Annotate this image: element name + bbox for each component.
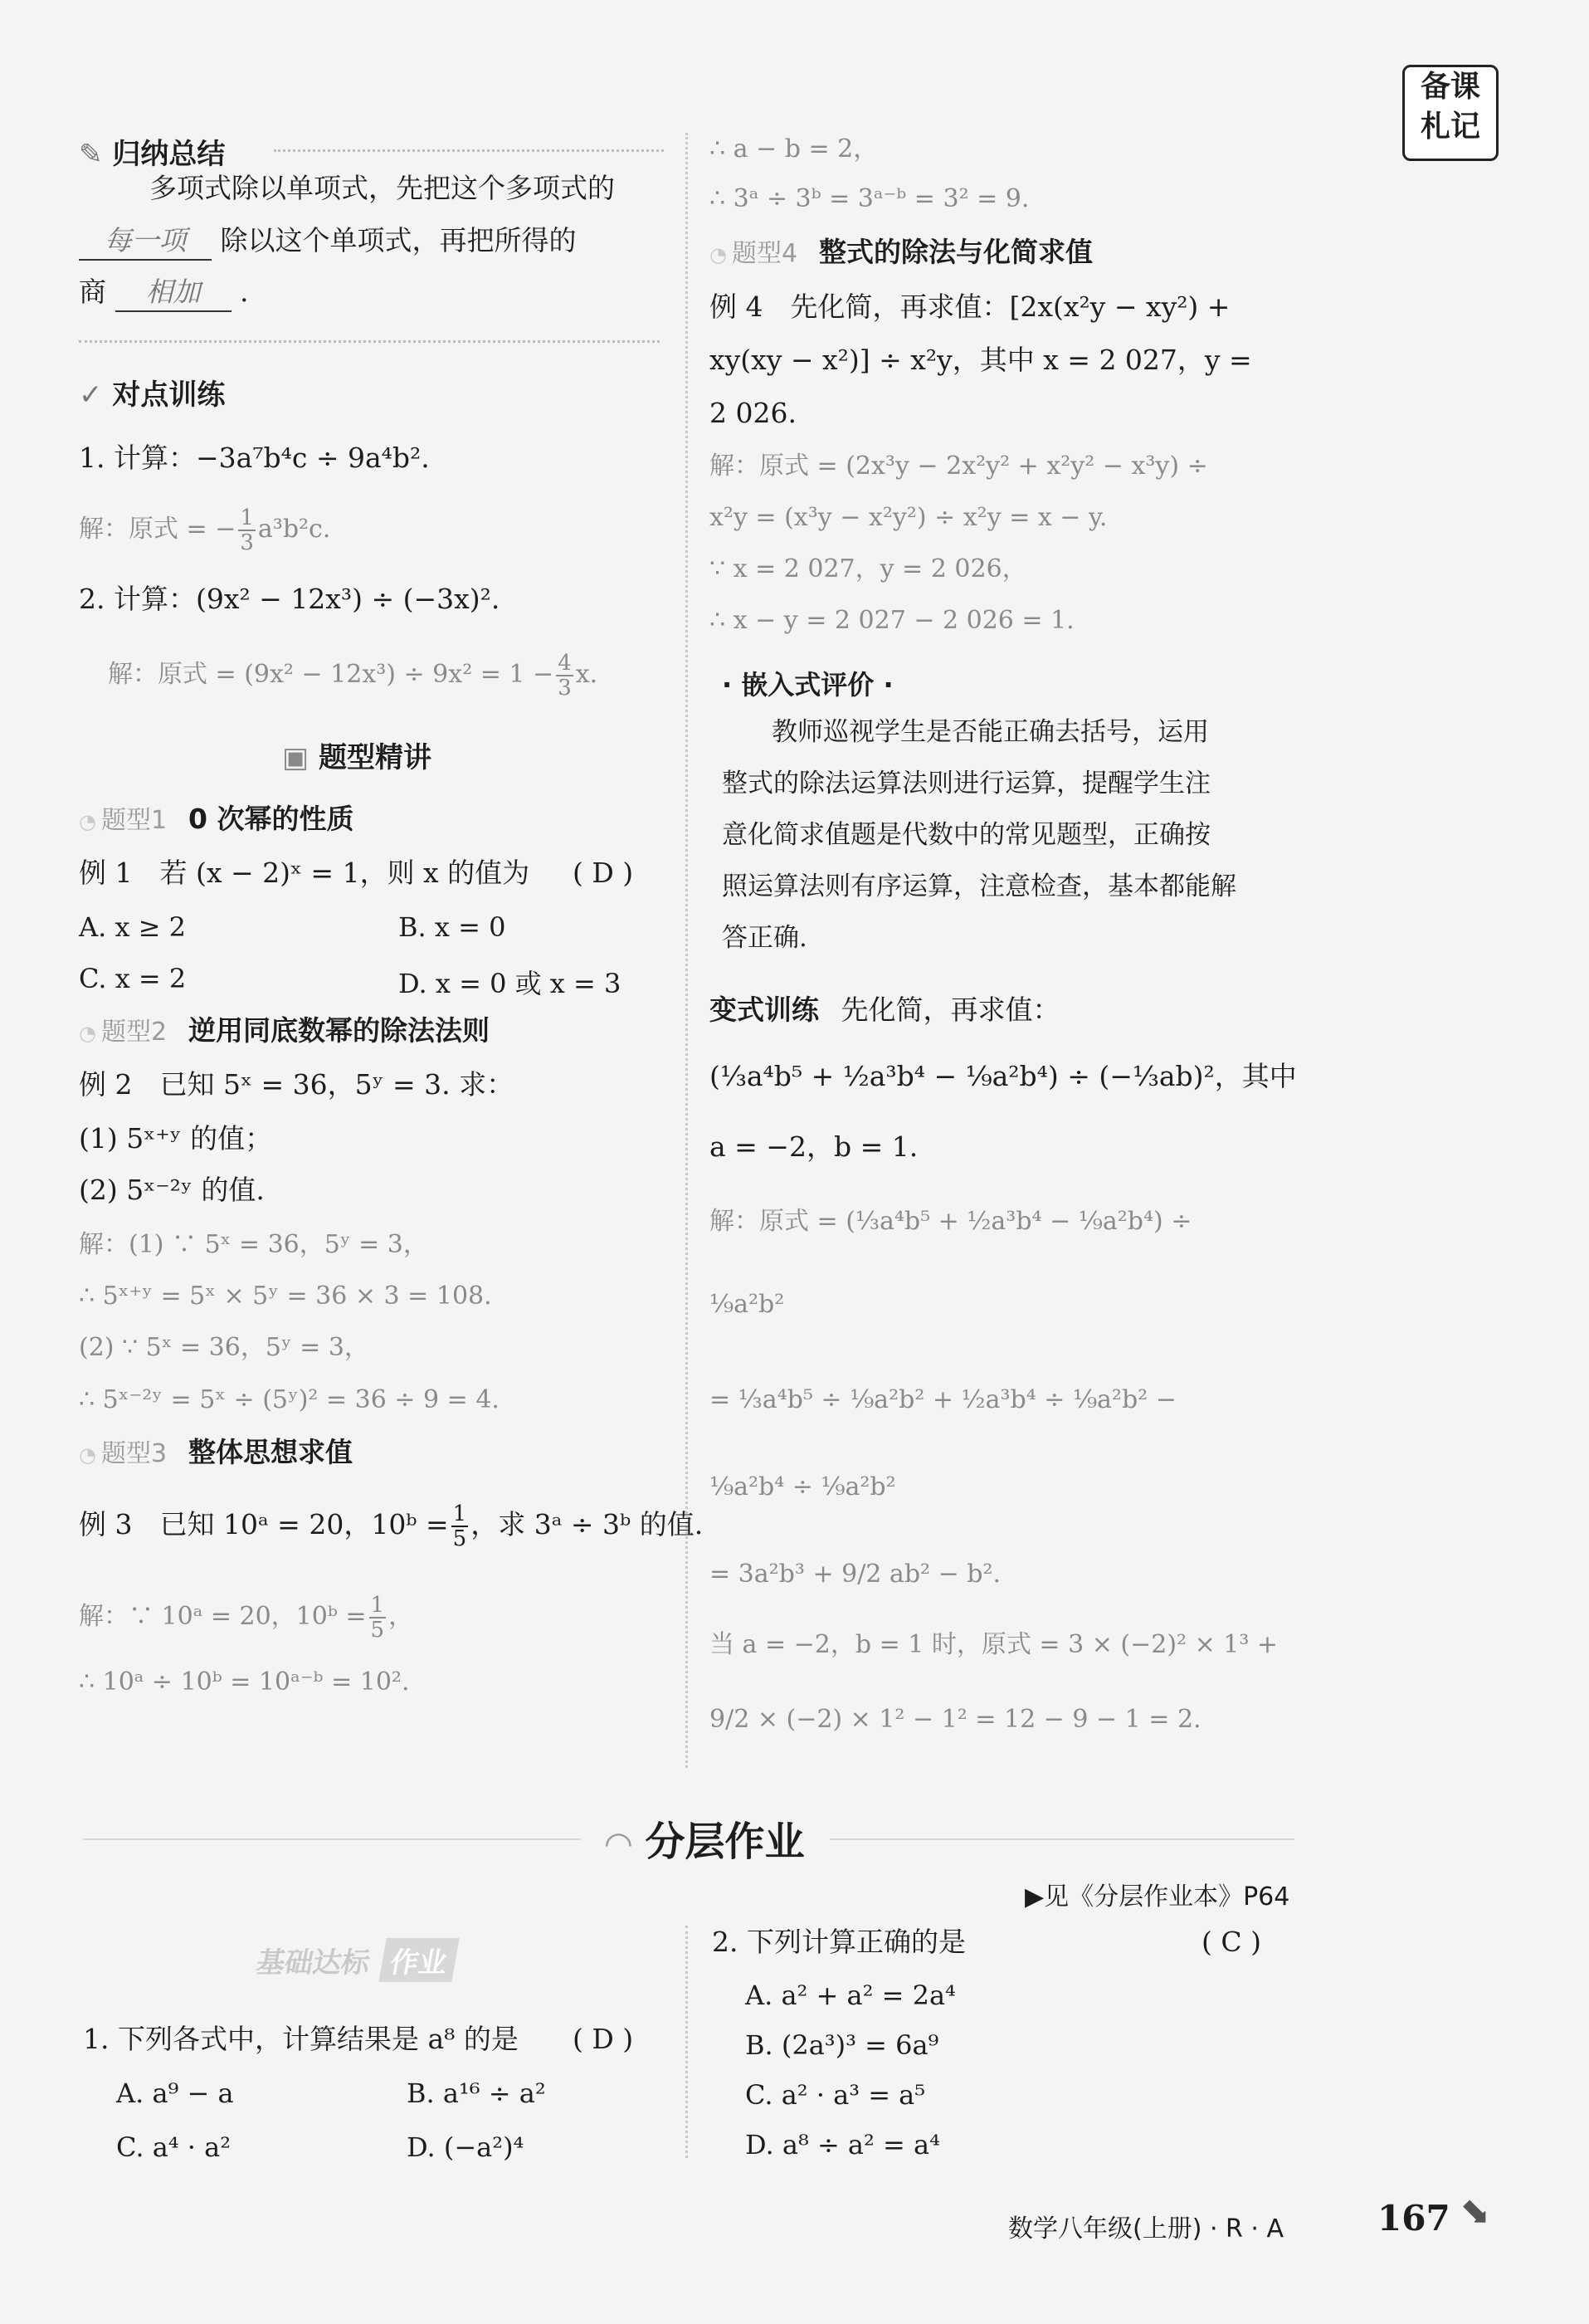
variant-solution-7: 9/2 × (−2) × 1² − 1² = 12 − 9 − 1 = 2. — [709, 1705, 1201, 1734]
ex4-solution-3: ∵ x = 2 027，y = 2 026， — [709, 554, 1027, 583]
ex3-solution-fraction: $\frac{1}{5}$ — [370, 1593, 385, 1643]
variant-header: 变式训练 先化简，再求值： — [709, 994, 1060, 1026]
hw-q1-choice-c: C. a⁴ · a² — [116, 2131, 232, 2163]
pencil-icon: ✎ — [79, 138, 103, 171]
variant-solution-5: = 3a²b³ + 9/2 ab² − b². — [709, 1560, 1002, 1589]
practice-a2: 解：原式 = (9x² − 12x³) ÷ 9x² = 1 − $\frac{4}{3}$ x. — [108, 651, 598, 701]
summary-top-rule — [274, 149, 664, 152]
summary-blank-2: 相加 — [115, 274, 232, 312]
example2: 例 2 已知 5ˣ = 36，5ʸ = 3. 求： — [79, 1068, 514, 1101]
practice-a1: 解：原式 = − $\frac{1}{3}$ a³b²c. — [79, 505, 331, 555]
right-line-1: ∴ a − b = 2， — [709, 134, 879, 164]
ex3-solution-2: ∴ 10ᵃ ÷ 10ᵇ = 10ᵃ⁻ᵇ = 10². — [79, 1667, 410, 1697]
ex2-solution-3: (2) ∵ 5ˣ = 36，5ʸ = 3， — [79, 1333, 369, 1362]
summary-title: ✎ 归纳总结 — [79, 138, 226, 171]
ex2-solution-2: ∴ 5ˣ⁺ʸ = 5ˣ × 5ʸ = 36 × 3 = 108. — [79, 1282, 492, 1311]
hw-q1-choice-d: D. (−a²)⁴ — [407, 2131, 524, 2163]
hw-q2-choice-b: B. (2a³)³ = 6a⁹ — [745, 2029, 939, 2061]
ex1-choice-b: B. x = 0 — [398, 911, 506, 943]
hw-q1: 1. 下列各式中，计算结果是 a⁸ 的是 — [83, 2023, 519, 2055]
a2-fraction: $\frac{4}{3}$ — [558, 651, 572, 701]
practice-title: ✓ 对点训练 — [79, 378, 226, 412]
hw-q2-choice-c: C. a² · a³ = a⁵ — [745, 2079, 926, 2111]
example4-line-3: 2 026. — [709, 397, 797, 429]
basic-badge: 基础达标 作业 — [249, 1938, 456, 1982]
topic4-header: ◔ 题型4 整式的除法与化简求值 — [709, 234, 1093, 273]
right-line-2: ∴ 3ᵃ ÷ 3ᵇ = 3ᵃ⁻ᵇ = 3² = 9. — [709, 184, 1030, 213]
homework-reference: ▶见《分层作业本》P64 — [1025, 1882, 1290, 1911]
hw-q1-answer: ( D ) — [573, 2023, 634, 2055]
topic-title: ▣ 题型精讲 — [282, 741, 431, 774]
example2-part2: (2) 5ˣ⁻²ʸ 的值. — [79, 1174, 265, 1206]
ex3-solution-1: 解：∵ 10ᵃ = 20，10ᵇ = $\frac{1}{5}$ ， — [79, 1593, 414, 1643]
hw-column-divider — [685, 1926, 688, 2158]
variant-solution-6: 当 a = −2，b = 1 时，原式 = 3 × (−2)² × 1³ + — [709, 1630, 1279, 1659]
example4-line-1: 例 4 先化简，再求值：[2x(x²y − xy²) + — [709, 290, 1231, 323]
ex1-choice-a: A. x ≥ 2 — [79, 911, 187, 943]
summary-bottom-rule — [79, 340, 660, 343]
footer-book: 数学八年级(上册) · R · A — [1008, 2214, 1284, 2243]
summary-line-2: 每一项 除以这个单项式，再把所得的 — [79, 222, 577, 261]
hw-q2: 2. 下列计算正确的是 — [712, 1926, 966, 1958]
eval-line-5: 答正确. — [722, 923, 807, 953]
ex2-solution-4: ∴ 5ˣ⁻²ʸ = 5ˣ ÷ (5ʸ)² = 36 ÷ 9 = 4. — [79, 1385, 500, 1414]
eval-title: · 嵌入式评价 · — [722, 669, 894, 701]
a1-fraction: $\frac{1}{3}$ — [240, 505, 254, 555]
topic1-header: ◔ 题型1 0 次幂的性质 — [79, 801, 354, 840]
summary-blank-1: 每一项 — [79, 222, 212, 261]
example1: 例 1 若 (x − 2)ˣ = 1，则 x 的值为 — [79, 857, 530, 889]
practice-q1: 1. 计算：−3a⁷b⁴c ÷ 9a⁴b². — [79, 442, 430, 474]
stamp-line2: 札记 — [1420, 110, 1480, 144]
example3: 例 3 已知 10ᵃ = 20，10ᵇ = $\frac{1}{5}$ ，求 3ᵃ ÷ 3ᵇ 的值. — [79, 1501, 704, 1551]
topic2-header: ◔ 题型2 逆用同底数幂的除法法则 — [79, 1013, 490, 1052]
eval-line-4: 照运算法则有序运算，注意检查，基本都能解 — [722, 872, 1236, 901]
homework-title: ◠ 分层作业 — [581, 1809, 830, 1867]
hw-q2-choice-d: D. a⁸ ÷ a² = a⁴ — [745, 2129, 940, 2160]
ex4-solution-1: 解：原式 = (2x³y − 2x²y² + x²y² − x³y) ÷ — [709, 452, 1208, 481]
ex4-solution-4: ∴ x − y = 2 027 − 2 026 = 1. — [709, 606, 1075, 635]
notes-stamp — [1402, 65, 1499, 161]
example2-part1: (1) 5ˣ⁺ʸ 的值； — [79, 1122, 273, 1155]
summary-line-1: 多项式除以单项式，先把这个多项式的 — [149, 172, 615, 204]
variant-solution-4: ⅑a²b⁴ ÷ ⅑a²b² — [709, 1472, 896, 1501]
summary-line-3: 商 相加 . — [79, 274, 249, 312]
eval-line-2: 整式的除法运算法则进行运算，提醒学生注 — [722, 769, 1211, 798]
practice-q2: 2. 计算：(9x² − 12x³) ÷ (−3x)². — [79, 583, 500, 615]
hw-q2-choice-a: A. a² + a² = 2a⁴ — [745, 1980, 956, 2011]
variant-solution-2: ⅑a²b² — [709, 1290, 785, 1319]
stamp-line1: 备课 — [1420, 70, 1480, 104]
topic3-header: ◔ 题型3 整体思想求值 — [79, 1434, 353, 1473]
page-number: 167 — [1377, 2198, 1450, 2239]
variant-solution-1: 解：原式 = (⅓a⁴b⁵ + ½a³b⁴ − ⅑a²b⁴) ÷ — [709, 1207, 1192, 1236]
variant-condition: a = −2，b = 1. — [709, 1130, 919, 1163]
hw-q1-choice-a: A. a⁹ − a — [116, 2077, 234, 2109]
ex4-solution-2: x²y = (x³y − x²y²) ÷ x²y = x − y. — [709, 503, 1108, 532]
book-icon: ▣ — [282, 741, 310, 774]
ex3-fraction: $\frac{1}{5}$ — [452, 1501, 467, 1551]
variant-expression: (⅓a⁴b⁵ + ½a³b⁴ − ⅑a²b⁴) ÷ (−⅓ab)²，其中 — [709, 1060, 1297, 1092]
eval-line-3: 意化简求值题是代数中的常见题型，正确按 — [722, 820, 1211, 850]
hw-q1-choice-b: B. a¹⁶ ÷ a² — [407, 2077, 546, 2109]
example1-answer: ( D ) — [573, 857, 634, 889]
hw-q2-answer: ( C ) — [1201, 1926, 1261, 1958]
corner-arrow-icon: ⬊ — [1460, 2191, 1491, 2234]
variant-solution-3: = ⅓a⁴b⁵ ÷ ⅑a²b² + ½a³b⁴ ÷ ⅑a²b² − — [709, 1385, 1177, 1414]
eval-line-1: 教师巡视学生是否能正确去括号，运用 — [772, 717, 1209, 747]
check-icon: ✓ — [79, 378, 103, 412]
ex1-choice-c: C. x = 2 — [79, 963, 187, 994]
ex1-choice-d: D. x = 0 或 x = 3 — [398, 968, 621, 999]
ex2-solution-1: 解：(1) ∵ 5ˣ = 36，5ʸ = 3， — [79, 1230, 428, 1259]
swirl-icon: ◠ — [606, 1825, 631, 1863]
example4-line-2: xy(xy − x²)] ÷ x²y，其中 x = 2 027，y = — [709, 344, 1252, 376]
